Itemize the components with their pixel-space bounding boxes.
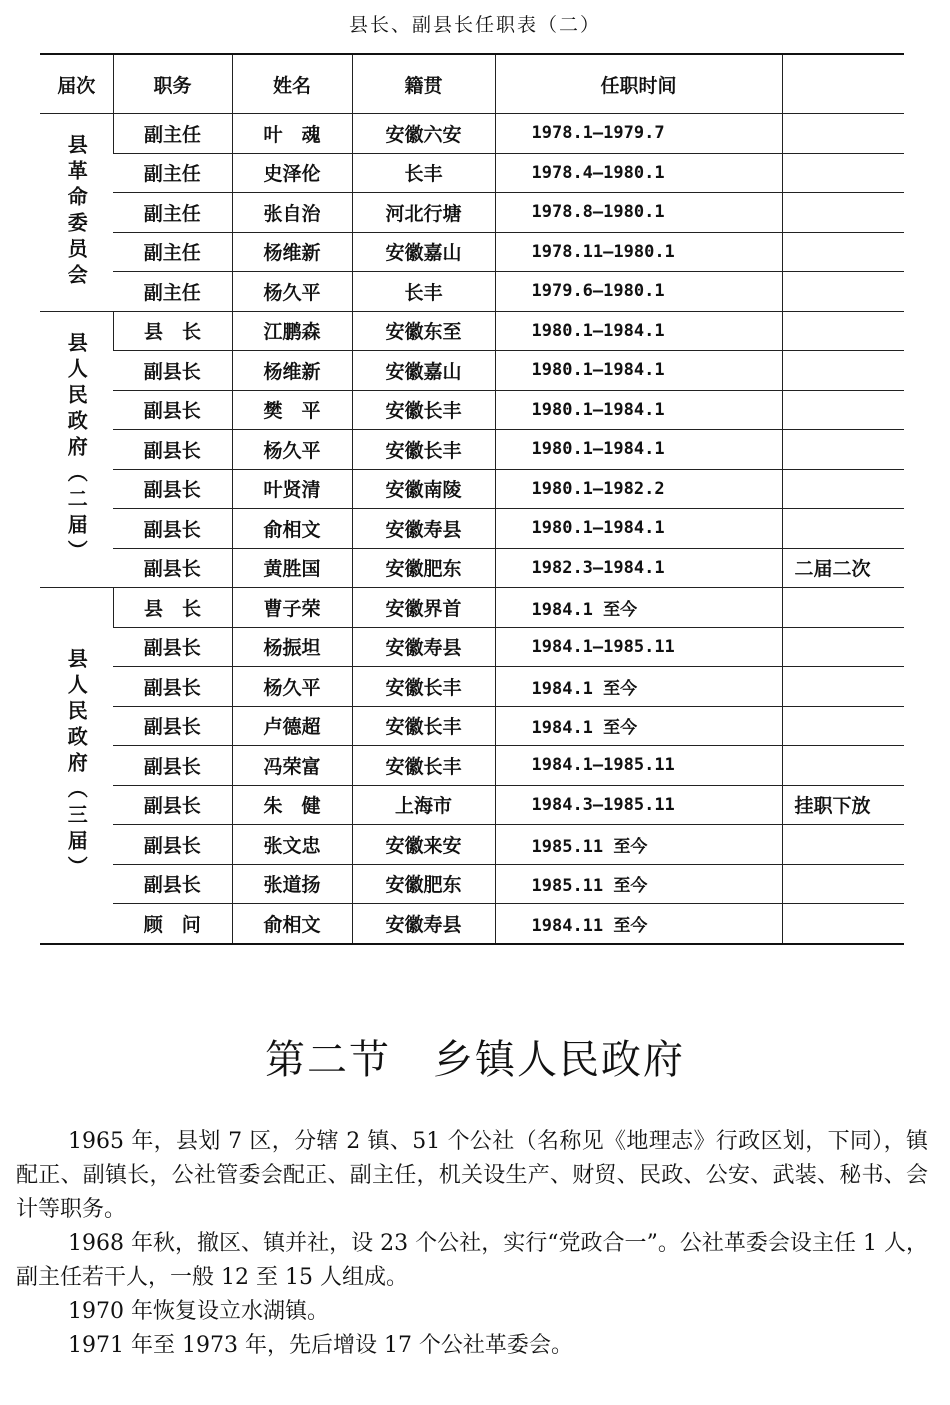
note-cell	[782, 232, 904, 272]
note-cell	[782, 904, 904, 944]
tenure-cell: 1980.1—1984.1	[495, 351, 782, 391]
note-cell: 二届二次	[782, 548, 904, 588]
name-cell: 杨久平	[232, 667, 352, 707]
origin-cell: 安徽长丰	[352, 746, 495, 786]
position-cell: 副县长	[113, 746, 232, 786]
position-cell: 副县长	[113, 548, 232, 588]
table-row	[40, 627, 904, 667]
table-body	[40, 114, 904, 944]
table-row	[40, 232, 904, 272]
position-cell: 副县长	[113, 430, 232, 470]
table-row	[40, 667, 904, 707]
position-cell: 副县长	[113, 667, 232, 707]
table-header-row	[40, 54, 904, 114]
position-cell: 副县长	[113, 825, 232, 865]
origin-cell: 安徽肥东	[352, 548, 495, 588]
paragraph: 1965 年，县划 7 区，分辖 2 镇、51 个公社（名称见《地理志》行政区划，下同），镇配正、副镇长，公社管委会配正、副主任，机关设生产、财贸、民政、公安、武装、秘书、会计等职务。	[16, 1129, 928, 1222]
header-tenure: 任职时间	[495, 54, 782, 114]
name-cell: 冯荣富	[232, 746, 352, 786]
name-cell: 杨维新	[232, 351, 352, 391]
table-row	[40, 390, 904, 430]
name-cell: 樊 平	[232, 390, 352, 430]
origin-cell: 安徽长丰	[352, 390, 495, 430]
origin-cell: 安徽肥东	[352, 864, 495, 904]
origin-cell: 安徽界首	[352, 588, 495, 628]
table-row	[40, 351, 904, 391]
tenure-cell: 1985.11 至今	[495, 825, 782, 865]
table-row	[40, 193, 904, 233]
tenure-cell: 1978.11—1980.1	[495, 232, 782, 272]
note-cell	[782, 746, 904, 786]
tenure-cell: 1984.1 至今	[495, 588, 782, 628]
note-cell	[782, 588, 904, 628]
tenure-cell: 1984.1 至今	[495, 706, 782, 746]
tenure-cell: 1984.3—1985.11	[495, 785, 782, 825]
name-cell: 俞相文	[232, 904, 352, 944]
position-cell: 副主任	[113, 272, 232, 312]
name-cell: 杨久平	[232, 430, 352, 470]
note-cell	[782, 430, 904, 470]
term-cell: 县人民政府︵三届︶	[40, 588, 113, 944]
origin-cell: 安徽来安	[352, 825, 495, 865]
tenure-cell: 1980.1—1984.1	[495, 311, 782, 351]
position-cell: 县 长	[113, 311, 232, 351]
position-cell: 副县长	[113, 627, 232, 667]
name-cell: 杨维新	[232, 232, 352, 272]
term-cell: 县人民政府︵二届︶	[40, 311, 113, 588]
note-cell	[782, 390, 904, 430]
name-cell: 张自治	[232, 193, 352, 233]
table-row	[40, 746, 904, 786]
tenure-cell: 1984.1 至今	[495, 667, 782, 707]
origin-cell: 安徽寿县	[352, 509, 495, 549]
tenure-cell: 1980.1—1984.1	[495, 390, 782, 430]
header-position: 职务	[113, 54, 232, 114]
tenure-cell: 1978.1—1979.7	[495, 114, 782, 154]
table-row	[40, 114, 904, 154]
name-cell: 张文忠	[232, 825, 352, 865]
paragraph: 1968 年秋，撤区、镇并社，设 23 个公社，实行“党政合一”。公社革委会设主任 1 人，副主任若干人，一般 12 至 15 人组成。	[16, 1231, 928, 1290]
name-cell: 叶 魂	[232, 114, 352, 154]
name-cell: 朱 健	[232, 785, 352, 825]
table-row	[40, 272, 904, 312]
position-cell: 副主任	[113, 153, 232, 193]
header-origin: 籍贯	[352, 54, 495, 114]
position-cell: 副主任	[113, 114, 232, 154]
table-row	[40, 706, 904, 746]
table-row	[40, 588, 904, 628]
header-note	[782, 54, 904, 114]
origin-cell: 安徽长丰	[352, 667, 495, 707]
note-cell	[782, 825, 904, 865]
table-row	[40, 153, 904, 193]
name-cell: 杨久平	[232, 272, 352, 312]
note-cell	[782, 509, 904, 549]
tenure-cell: 1980.1—1982.2	[495, 469, 782, 509]
note-cell	[782, 114, 904, 154]
paragraph: 1970 年恢复设立水湖镇。	[68, 1299, 329, 1324]
header-term: 届次	[40, 54, 113, 114]
name-cell: 叶贤清	[232, 469, 352, 509]
origin-cell: 安徽长丰	[352, 430, 495, 470]
note-cell	[782, 311, 904, 351]
origin-cell: 安徽嘉山	[352, 351, 495, 391]
note-cell	[782, 153, 904, 193]
origin-cell: 安徽东至	[352, 311, 495, 351]
table-row	[40, 469, 904, 509]
note-cell	[782, 272, 904, 312]
position-cell: 副县长	[113, 509, 232, 549]
name-cell: 张道扬	[232, 864, 352, 904]
note-cell: 挂职下放	[782, 785, 904, 825]
origin-cell: 安徽嘉山	[352, 232, 495, 272]
table-row	[40, 864, 904, 904]
tenure-cell: 1980.1—1984.1	[495, 509, 782, 549]
note-cell	[782, 469, 904, 509]
position-cell: 副县长	[113, 390, 232, 430]
table-row	[40, 509, 904, 549]
tenure-cell: 1979.6—1980.1	[495, 272, 782, 312]
name-cell: 曹子荣	[232, 588, 352, 628]
table-row	[40, 430, 904, 470]
origin-cell: 安徽南陵	[352, 469, 495, 509]
note-cell	[782, 193, 904, 233]
table-row	[40, 904, 904, 944]
name-cell: 俞相文	[232, 509, 352, 549]
paragraph: 1971 年至 1973 年，先后增设 17 个公社革委会。	[68, 1333, 573, 1358]
tenure-cell: 1984.1—1985.11	[495, 627, 782, 667]
origin-cell: 安徽寿县	[352, 627, 495, 667]
origin-cell: 安徽寿县	[352, 904, 495, 944]
term-cell: 县革命委员会	[40, 114, 113, 312]
tenure-cell: 1984.1—1985.11	[495, 746, 782, 786]
table-row	[40, 785, 904, 825]
table-row	[40, 825, 904, 865]
table-row	[40, 548, 904, 588]
position-cell: 副县长	[113, 706, 232, 746]
tenure-cell: 1980.1—1984.1	[495, 430, 782, 470]
name-cell: 江鹏森	[232, 311, 352, 351]
note-cell	[782, 351, 904, 391]
note-cell	[782, 706, 904, 746]
origin-cell: 安徽长丰	[352, 706, 495, 746]
position-cell: 县 长	[113, 588, 232, 628]
origin-cell: 安徽六安	[352, 114, 495, 154]
position-cell: 副县长	[113, 351, 232, 391]
note-cell	[782, 864, 904, 904]
tenure-cell: 1978.8—1980.1	[495, 193, 782, 233]
position-cell: 副主任	[113, 232, 232, 272]
header-name: 姓名	[232, 54, 352, 114]
roster-table	[40, 53, 904, 945]
name-cell: 杨振坦	[232, 627, 352, 667]
note-cell	[782, 627, 904, 667]
section-title: 第二节 乡镇人民政府	[265, 1037, 685, 1083]
origin-cell: 长丰	[352, 272, 495, 312]
note-cell	[782, 667, 904, 707]
origin-cell: 河北行塘	[352, 193, 495, 233]
name-cell: 史泽伦	[232, 153, 352, 193]
origin-cell: 长丰	[352, 153, 495, 193]
tenure-cell: 1985.11 至今	[495, 864, 782, 904]
position-cell: 副主任	[113, 193, 232, 233]
position-cell: 副县长	[113, 785, 232, 825]
body-text	[16, 1125, 928, 1363]
table-caption: 县长、副县长任职表（二）	[348, 14, 601, 36]
position-cell: 副县长	[113, 469, 232, 509]
tenure-cell: 1978.4—1980.1	[495, 153, 782, 193]
name-cell: 黄胜国	[232, 548, 352, 588]
table-row	[40, 311, 904, 351]
position-cell: 副县长	[113, 864, 232, 904]
tenure-cell: 1984.11 至今	[495, 904, 782, 944]
position-cell: 顾 问	[113, 904, 232, 944]
name-cell: 卢德超	[232, 706, 352, 746]
origin-cell: 上海市	[352, 785, 495, 825]
tenure-cell: 1982.3—1984.1	[495, 548, 782, 588]
